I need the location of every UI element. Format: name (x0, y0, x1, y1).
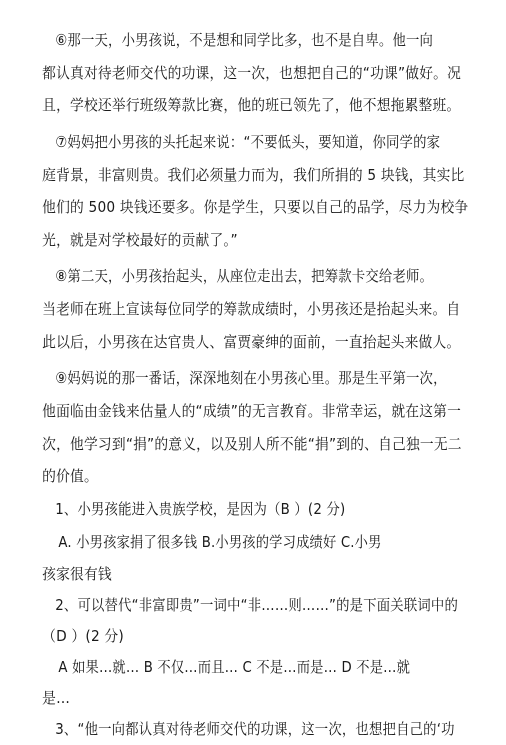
paragraph-7-line-3: 他们的 500 块钱还要多。你是学生，只要以自己的品学，尽力为校争 (42, 198, 469, 217)
paragraph-7-line-4: 光，就是对学校最好的贡献了。” (42, 231, 238, 249)
question-2-options: A 如果…就… B 不仅…而且… C 不是…而是… D 不是…就 (58, 658, 411, 677)
question-1-options-continued: 孩家很有钱 (42, 564, 112, 583)
paragraph-7-line-1: ⑦妈妈把小男孩的头托起来说：“不要低头，要知道，你同学的家 (55, 132, 441, 151)
question-2-stem: 2、可以替代“非富即贵”一词中“非……则……”的是下面关联词中的 (55, 596, 459, 615)
paragraph-8-line-2: 当老师在班上宣读每位同学的筹款成绩时，小男孩还是抬起头来。自 (42, 300, 461, 319)
paragraph-9-line-4: 的价值。 (42, 467, 98, 486)
paragraph-8-line-1: ⑧第二天，小男孩抬起头，从座位走出去，把筹款卡交给老师。 (55, 267, 434, 286)
paragraph-7-line-2: 庭背景，非富则贵。我们必须量力而为，我们所捐的 5 块钱，其实比 (42, 165, 465, 184)
question-2-stem-continued: （D ）(2 分) (42, 627, 124, 646)
paragraph-6-line-2: 都认真对待老师交代的功课，这一次，也想把自己的“功课”做好。况 (42, 63, 462, 82)
question-1-stem: 1、小男孩能进入贵族学校，是因为（B ）(2 分) (55, 500, 346, 518)
paragraph-6-line-3: 且，学校还举行班级筹款比赛，他的班已领先了，他不想拖累整班。 (42, 96, 461, 115)
question-1-options: A. 小男孩家捐了很多钱 B.小男孩的学习成绩好 C.小男 (58, 532, 382, 551)
paragraph-9-line-1: ⑨妈妈说的那一番话，深深地刻在小男孩心里。那是生平第一次， (55, 369, 447, 388)
paragraph-6-line-1: ⑥那一天，小男孩说，不是想和同学比多，也不是自卑。他一向 (55, 31, 434, 49)
paragraph-9-line-3: 次，他学习到“捐”的意义，以及别人所不能“捐”到的、自己独一无二 (42, 434, 462, 453)
paragraph-8-line-3: 此以后，小男孩在达官贵人、富贾豪绅的面前，一直抬起头来做人。 (42, 332, 461, 351)
question-2-options-continued: 是… (42, 689, 71, 708)
question-3-stem: 3、“他一向都认真对待老师交代的功课，这一次，也想把自己的‘功 (55, 720, 455, 738)
paragraph-9-line-2: 他面临由金钱来估量人的“成绩”的无言教育。非常幸运，就在这第一 (42, 401, 462, 420)
